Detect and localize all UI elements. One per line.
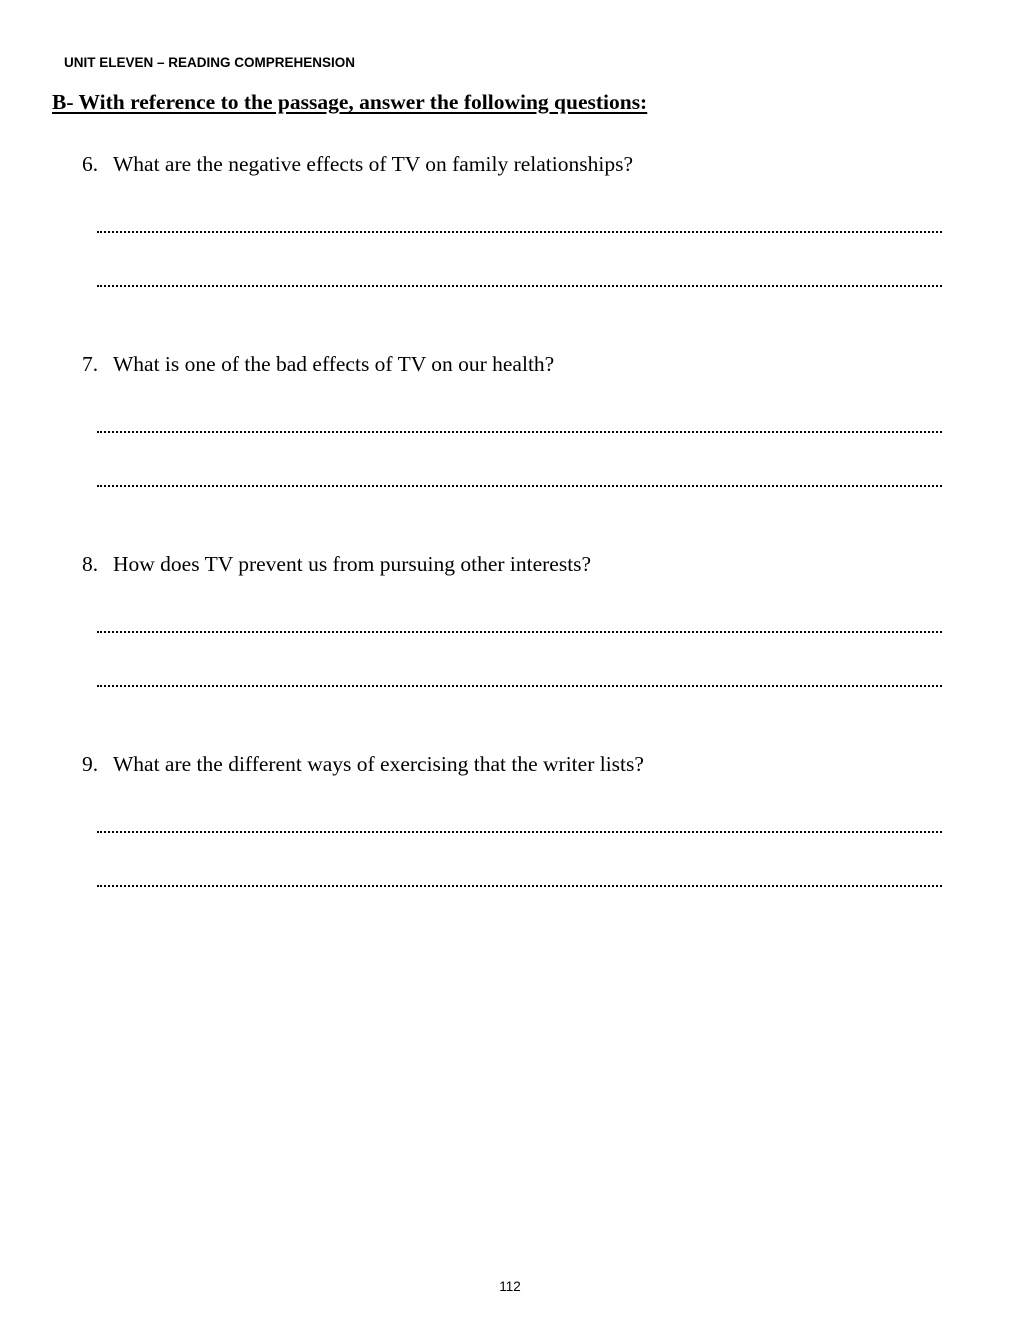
answer-line[interactable] — [97, 231, 942, 233]
question-number: 6. — [82, 152, 99, 176]
question-number: 7. — [82, 352, 99, 376]
question-9 — [82, 752, 644, 777]
answer-line[interactable] — [97, 831, 942, 833]
question-number: 8. — [82, 552, 99, 576]
question-text: How does TV prevent us from pursuing other interests? — [113, 552, 592, 576]
question-6 — [82, 152, 633, 177]
page-number: 112 — [499, 1279, 521, 1294]
question-text: What is one of the bad effects of TV on our health? — [113, 352, 555, 376]
question-number: 9. — [82, 752, 99, 776]
answer-line[interactable] — [97, 631, 942, 633]
answer-line[interactable] — [97, 485, 942, 487]
answer-line[interactable] — [97, 885, 942, 887]
question-text: What are the negative effects of TV on family relationships? — [113, 152, 633, 176]
answer-line[interactable] — [97, 285, 942, 287]
question-text: What are the different ways of exercising that the writer lists? — [113, 752, 644, 776]
answer-line[interactable] — [97, 431, 942, 433]
question-7 — [82, 352, 554, 377]
section-instruction: B- With reference to the passage, answer the following questions: — [52, 90, 648, 114]
answer-line[interactable] — [97, 685, 942, 687]
question-8 — [82, 552, 591, 577]
unit-title: UNIT ELEVEN – READING COMPREHENSION — [64, 55, 356, 70]
